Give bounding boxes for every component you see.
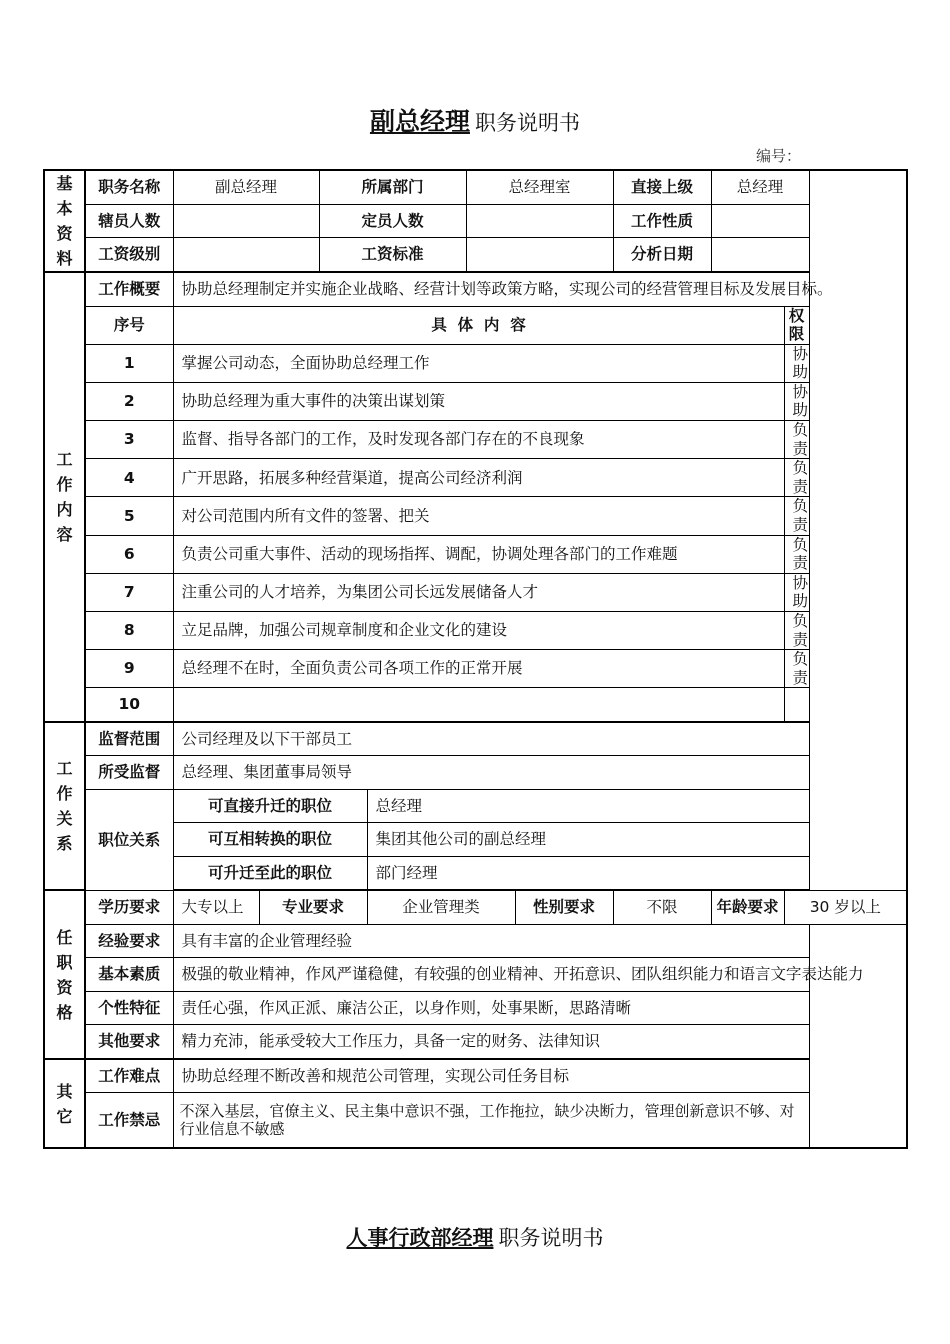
promote-to-value: 总经理: [367, 789, 809, 823]
superior-value: 总经理: [711, 170, 809, 204]
personality-row: [44, 991, 907, 1025]
work-summary-value: 协助总经理制定并实施企业战略、经营计划等政策方略，实现公司的经营管理目标及发展目标。: [173, 272, 809, 306]
subordinates-value: [173, 204, 319, 238]
rotate-to-label: 可互相转换的职位: [173, 823, 367, 857]
duty-text: 协助总经理为重大事件的决策出谋划策: [173, 382, 784, 420]
position-relations-label: 职位关系: [85, 789, 173, 890]
duty-authority: 负责: [784, 612, 809, 650]
col-header-no: 序号: [85, 306, 173, 344]
work-taboo-label: 工作禁忌: [85, 1093, 173, 1149]
document-title: [0, 102, 950, 138]
supervised-by-value: 总经理、集团董事局领导: [173, 756, 809, 790]
major-value: 企业管理类: [367, 890, 515, 924]
rotate-to-value: 集团其他公司的副总经理: [367, 823, 809, 857]
duty-row: [44, 612, 907, 650]
duty-authority: 负责: [784, 535, 809, 573]
salary-standard-value: [466, 238, 613, 272]
section-work-relations: 工作关系: [44, 722, 85, 891]
title-position: 副总经理: [369, 107, 470, 136]
supervision-scope-value: 公司经理及以下干部员工: [173, 722, 809, 756]
duty-no: 4: [85, 459, 173, 497]
education-value: 大专以上: [173, 890, 259, 924]
duty-authority: 负责: [784, 497, 809, 535]
basic-quality-label: 基本素质: [85, 958, 173, 992]
promote-from-label: 可升迁至此的职位: [173, 856, 367, 890]
duty-text: 监督、指导各部门的工作，及时发现各部门存在的不良现象: [173, 421, 784, 459]
education-label: 学历要求: [85, 890, 173, 924]
duty-row: [44, 382, 907, 420]
supervision-scope-row: [44, 722, 907, 756]
gender-label: 性别要求: [515, 890, 613, 924]
post-name-value: 副总经理: [173, 170, 319, 204]
duty-no: 1: [85, 344, 173, 382]
duty-no: 9: [85, 650, 173, 688]
section-others: 其它: [44, 1059, 85, 1149]
post-name-label: 职务名称: [85, 170, 173, 204]
duty-text: 立足品牌，加强公司规章制度和企业文化的建设: [173, 612, 784, 650]
duty-header-row: [44, 306, 907, 344]
supervised-by-label: 所受监督: [85, 756, 173, 790]
position-from-row: [44, 856, 907, 890]
salary-standard-label: 工资标准: [319, 238, 466, 272]
serial-number-label: 编号：: [756, 147, 802, 165]
department-label: 所属部门: [319, 170, 466, 204]
basic-quality-value: 极强的敬业精神，作风严谨稳健，有较强的创业精神、开拓意识、团队组织能力和语言文字表达能力: [173, 958, 809, 992]
col-header-authority: 权限: [784, 306, 809, 344]
duty-no: 3: [85, 421, 173, 459]
duty-authority: 负责: [784, 459, 809, 497]
duty-no: 6: [85, 535, 173, 573]
other-requirements-value: 精力充沛，能承受较大工作压力，具备一定的财务、法律知识: [173, 1025, 809, 1059]
duty-authority: 负责: [784, 421, 809, 459]
work-difficulty-row: [44, 1059, 907, 1093]
work-nature-label: 工作性质: [613, 204, 711, 238]
experience-label: 经验要求: [85, 924, 173, 958]
duty-row: [44, 344, 907, 382]
age-label: 年龄要求: [711, 890, 784, 924]
personality-label: 个性特征: [85, 991, 173, 1025]
age-value: 30 岁以上: [784, 890, 907, 924]
duty-row: [44, 459, 907, 497]
duty-authority: [784, 688, 809, 722]
experience-value: 具有丰富的企业管理经验: [173, 924, 809, 958]
work-summary-row: [44, 272, 907, 306]
section-qualifications: 任职资格: [44, 890, 85, 1059]
section-work-content: 工作内容: [44, 272, 85, 722]
experience-row: [44, 924, 907, 958]
other-requirements-row: [44, 1025, 907, 1059]
basic-row-1: [44, 170, 907, 204]
duty-row: [44, 650, 907, 688]
supervision-scope-label: 监督范围: [85, 722, 173, 756]
work-difficulty-value: 协助总经理不断改善和规范公司管理，实现公司任务目标: [173, 1059, 809, 1093]
duty-text: 负责公司重大事件、活动的现场指挥、调配，协调处理各部门的工作难题: [173, 535, 784, 573]
gender-value: 不限: [613, 890, 711, 924]
next-title-position: 人事行政部经理: [346, 1226, 494, 1250]
position-promote-row: [44, 789, 907, 823]
major-label: 专业要求: [259, 890, 367, 924]
duty-authority: 协助: [784, 382, 809, 420]
basic-row-3: [44, 238, 907, 272]
work-taboo-row: [44, 1093, 907, 1149]
duty-text: 总经理不在时，全面负责公司各项工作的正常开展: [173, 650, 784, 688]
analysis-date-label: 分析日期: [613, 238, 711, 272]
duty-text: [173, 688, 784, 722]
position-rotate-row: [44, 823, 907, 857]
quota-label: 定员人数: [319, 204, 466, 238]
requirements-row: [44, 890, 907, 924]
work-difficulty-label: 工作难点: [85, 1059, 173, 1093]
next-document-title: [0, 1222, 950, 1252]
work-nature-value: [711, 204, 809, 238]
col-header-content: 具 体 内 容: [173, 306, 784, 344]
next-title-suffix: 职务说明书: [498, 1226, 604, 1250]
duty-authority: 协助: [784, 573, 809, 611]
supervised-by-row: [44, 756, 907, 790]
salary-level-value: [173, 238, 319, 272]
salary-level-label: 工资级别: [85, 238, 173, 272]
duty-text: 广开思路，拓展多种经营渠道，提高公司经济利润: [173, 459, 784, 497]
department-value: 总经理室: [466, 170, 613, 204]
duty-text: 掌握公司动态，全面协助总经理工作: [173, 344, 784, 382]
title-suffix: 职务说明书: [475, 111, 581, 135]
duty-row: [44, 497, 907, 535]
basic-quality-row: [44, 958, 907, 992]
duty-no: 8: [85, 612, 173, 650]
duty-row: [44, 688, 907, 722]
work-summary-label: 工作概要: [85, 272, 173, 306]
subordinates-label: 辖员人数: [85, 204, 173, 238]
duty-no: 10: [85, 688, 173, 722]
quota-value: [466, 204, 613, 238]
other-requirements-label: 其他要求: [85, 1025, 173, 1059]
duty-authority: 协助: [784, 344, 809, 382]
duty-row: [44, 573, 907, 611]
work-taboo-value: 不深入基层，官僚主义、民主集中意识不强，工作拖拉，缺少决断力，管理创新意识不够、对行业信息不敏感: [173, 1093, 809, 1149]
duty-no: 5: [85, 497, 173, 535]
superior-label: 直接上级: [613, 170, 711, 204]
duty-text: 对公司范围内所有文件的签署、把关: [173, 497, 784, 535]
analysis-date-value: [711, 238, 809, 272]
duty-row: [44, 421, 907, 459]
duty-row: [44, 535, 907, 573]
duty-authority: 负责: [784, 650, 809, 688]
duty-text: 注重公司的人才培养，为集团公司长远发展储备人才: [173, 573, 784, 611]
section-basic-info: 基本资料: [44, 170, 85, 272]
basic-row-2: [44, 204, 907, 238]
duty-no: 7: [85, 573, 173, 611]
job-description-table: [43, 169, 908, 1149]
personality-value: 责任心强，作风正派、廉洁公正，以身作则，处事果断，思路清晰: [173, 991, 809, 1025]
promote-from-value: 部门经理: [367, 856, 809, 890]
duty-no: 2: [85, 382, 173, 420]
promote-to-label: 可直接升迁的职位: [173, 789, 367, 823]
